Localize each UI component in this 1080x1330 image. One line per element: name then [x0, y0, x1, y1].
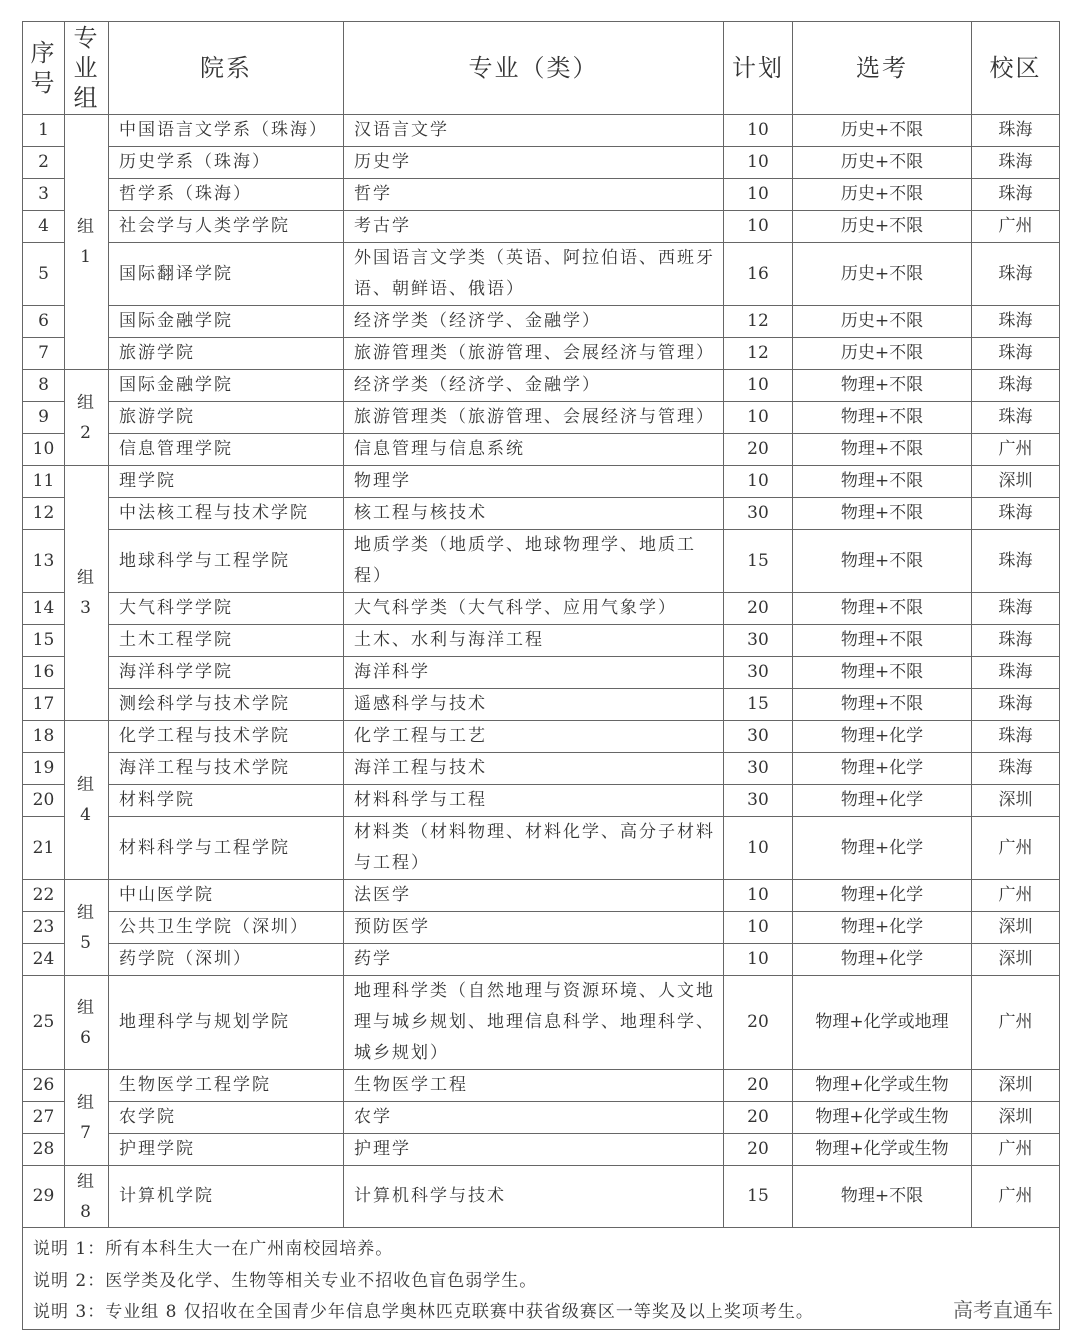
- department-cell: 海洋工程与技术学院: [109, 753, 344, 785]
- campus-cell: 珠海: [972, 147, 1060, 179]
- major-cell: 化学工程与工艺: [344, 721, 724, 753]
- plan-cell: 10: [724, 179, 793, 211]
- admission-plan-table: [22, 21, 1060, 1330]
- major-cell: 地质学类（地质学、地球物理学、地质工程）: [344, 530, 724, 593]
- group-number: 5: [80, 932, 93, 953]
- plan-cell: 16: [724, 243, 793, 306]
- group-number: 3: [80, 598, 93, 618]
- group-number: 4: [80, 805, 93, 825]
- department-cell: 海洋科学学院: [109, 657, 344, 689]
- header-major: 专业（类）: [344, 22, 724, 115]
- major-cell: 农学: [344, 1102, 724, 1134]
- table-row: [23, 306, 1060, 338]
- plan-cell: 10: [724, 370, 793, 402]
- index-cell: 13: [23, 530, 65, 593]
- department-cell: 大气科学学院: [109, 593, 344, 625]
- note-3: 说明 3：专业组 8 仅招收在全国青少年信息学奥林匹克联赛中获省级赛区一等奖及以上奖项考生。: [33, 1302, 814, 1322]
- department-cell: 地理科学与规划学院: [109, 976, 344, 1070]
- index-cell: 20: [23, 785, 65, 817]
- campus-cell: 珠海: [972, 498, 1060, 530]
- group-number: 7: [80, 1122, 93, 1143]
- plan-cell: 30: [724, 625, 793, 657]
- plan-cell: 20: [724, 976, 793, 1070]
- subject-cell: 物理+化学或生物: [793, 1134, 972, 1166]
- table-row: [23, 147, 1060, 179]
- campus-cell: 深圳: [972, 912, 1060, 944]
- campus-cell: 珠海: [972, 753, 1060, 785]
- group-cell: [65, 370, 109, 466]
- index-cell: 28: [23, 1134, 65, 1166]
- subject-cell: 物理+不限: [793, 657, 972, 689]
- index-cell: 16: [23, 657, 65, 689]
- plan-cell: 10: [724, 115, 793, 147]
- campus-cell: 深圳: [972, 785, 1060, 817]
- table-row: [23, 785, 1060, 817]
- table-row: [23, 625, 1060, 657]
- group-cell: [65, 115, 109, 370]
- index-cell: 5: [23, 243, 65, 306]
- table-row: [23, 1166, 1060, 1228]
- index-cell: 18: [23, 721, 65, 753]
- department-cell: 国际金融学院: [109, 370, 344, 402]
- department-cell: 农学院: [109, 1102, 344, 1134]
- department-cell: 药学院（深圳）: [109, 944, 344, 976]
- header-index: 序号: [23, 22, 65, 115]
- index-cell: 15: [23, 625, 65, 657]
- major-cell: 海洋科学: [344, 657, 724, 689]
- index-cell: 2: [23, 147, 65, 179]
- plan-cell: 15: [724, 1166, 793, 1228]
- index-cell: 9: [23, 402, 65, 434]
- subject-cell: 物理+化学或生物: [793, 1102, 972, 1134]
- department-cell: 计算机学院: [109, 1166, 344, 1228]
- subject-cell: 历史+不限: [793, 147, 972, 179]
- plan-cell: 20: [724, 1134, 793, 1166]
- subject-cell: 历史+不限: [793, 211, 972, 243]
- campus-cell: 珠海: [972, 625, 1060, 657]
- major-cell: 护理学: [344, 1134, 724, 1166]
- plan-cell: 20: [724, 434, 793, 466]
- subject-cell: 物理+不限: [793, 1166, 972, 1228]
- group-label: 组: [77, 1171, 96, 1192]
- department-cell: 测绘科学与技术学院: [109, 689, 344, 721]
- plan-cell: 10: [724, 211, 793, 243]
- department-cell: 旅游学院: [109, 402, 344, 434]
- major-cell: 核工程与核技术: [344, 498, 724, 530]
- campus-cell: 珠海: [972, 657, 1060, 689]
- plan-cell: 30: [724, 721, 793, 753]
- index-cell: 4: [23, 211, 65, 243]
- index-cell: 25: [23, 976, 65, 1070]
- group-label: 组: [77, 902, 96, 923]
- plan-cell: 30: [724, 498, 793, 530]
- index-cell: 23: [23, 912, 65, 944]
- department-cell: 信息管理学院: [109, 434, 344, 466]
- subject-cell: 历史+不限: [793, 338, 972, 370]
- campus-cell: 广州: [972, 1166, 1060, 1228]
- plan-cell: 20: [724, 1070, 793, 1102]
- department-cell: 中山医学院: [109, 880, 344, 912]
- table-row: [23, 1070, 1060, 1102]
- major-cell: 物理学: [344, 466, 724, 498]
- department-cell: 护理学院: [109, 1134, 344, 1166]
- plan-cell: 15: [724, 689, 793, 721]
- subject-cell: 物理+不限: [793, 466, 972, 498]
- header-row: [23, 22, 1060, 115]
- campus-cell: 珠海: [972, 179, 1060, 211]
- subject-cell: 物理+不限: [793, 625, 972, 657]
- major-cell: 地理科学类（自然地理与资源环境、人文地理与城乡规划、地理信息科学、地理科学、城乡规划）: [344, 976, 724, 1070]
- table-row: [23, 753, 1060, 785]
- major-cell: 经济学类（经济学、金融学）: [344, 370, 724, 402]
- plan-cell: 10: [724, 912, 793, 944]
- department-cell: 历史学系（珠海）: [109, 147, 344, 179]
- plan-cell: 10: [724, 817, 793, 880]
- campus-cell: 珠海: [972, 338, 1060, 370]
- department-cell: 旅游学院: [109, 338, 344, 370]
- campus-cell: 广州: [972, 880, 1060, 912]
- subject-cell: 物理+化学: [793, 785, 972, 817]
- watermark: 高考直通车: [953, 1298, 1053, 1322]
- major-cell: 药学: [344, 944, 724, 976]
- plan-cell: 15: [724, 530, 793, 593]
- department-cell: 材料科学与工程学院: [109, 817, 344, 880]
- subject-cell: 物理+化学: [793, 912, 972, 944]
- department-cell: 材料学院: [109, 785, 344, 817]
- major-cell: 汉语言文学: [344, 115, 724, 147]
- subject-cell: 物理+不限: [793, 402, 972, 434]
- table-row: [23, 944, 1060, 976]
- campus-cell: 珠海: [972, 402, 1060, 434]
- subject-cell: 历史+不限: [793, 243, 972, 306]
- campus-cell: 广州: [972, 211, 1060, 243]
- major-cell: 材料类（材料物理、材料化学、高分子材料与工程）: [344, 817, 724, 880]
- group-number: 6: [80, 1027, 93, 1048]
- department-cell: 哲学系（珠海）: [109, 179, 344, 211]
- table-row: [23, 466, 1060, 498]
- table-row: [23, 817, 1060, 880]
- group-cell: [65, 721, 109, 880]
- campus-cell: 广州: [972, 817, 1060, 880]
- campus-cell: 珠海: [972, 721, 1060, 753]
- note-2: 说明 2：医学类及化学、生物等相关专业不招收色盲色弱学生。: [33, 1270, 538, 1291]
- campus-cell: 深圳: [972, 944, 1060, 976]
- group-label: 组: [77, 997, 96, 1018]
- major-cell: 预防医学: [344, 912, 724, 944]
- subject-cell: 历史+不限: [793, 179, 972, 211]
- index-cell: 12: [23, 498, 65, 530]
- header-plan: 计划: [724, 22, 793, 115]
- table-row: [23, 593, 1060, 625]
- table-row: [23, 1102, 1060, 1134]
- index-cell: 19: [23, 753, 65, 785]
- group-cell: [65, 976, 109, 1070]
- major-cell: 遥感科学与技术: [344, 689, 724, 721]
- index-cell: 17: [23, 689, 65, 721]
- group-cell: [65, 880, 109, 976]
- subject-cell: 物理+不限: [793, 370, 972, 402]
- campus-cell: 广州: [972, 976, 1060, 1070]
- table-row: [23, 434, 1060, 466]
- campus-cell: 深圳: [972, 1070, 1060, 1102]
- header-group: 专业组: [65, 22, 109, 115]
- group-label: 组: [77, 568, 96, 588]
- index-cell: 27: [23, 1102, 65, 1134]
- header-campus: 校区: [972, 22, 1060, 115]
- group-label: 组: [77, 392, 96, 413]
- plan-cell: 30: [724, 657, 793, 689]
- subject-cell: 物理+化学或生物: [793, 1070, 972, 1102]
- table-row: [23, 912, 1060, 944]
- subject-cell: 物理+不限: [793, 689, 972, 721]
- table-row: [23, 721, 1060, 753]
- group-label: 组: [77, 775, 96, 795]
- major-cell: 哲学: [344, 179, 724, 211]
- major-cell: 法医学: [344, 880, 724, 912]
- plan-cell: 10: [724, 944, 793, 976]
- group-cell: [65, 466, 109, 721]
- index-cell: 26: [23, 1070, 65, 1102]
- table-row: [23, 179, 1060, 211]
- plan-cell: 10: [724, 147, 793, 179]
- table-row: [23, 115, 1060, 147]
- department-cell: 地球科学与工程学院: [109, 530, 344, 593]
- table-row: [23, 976, 1060, 1070]
- campus-cell: 珠海: [972, 243, 1060, 306]
- table-body: [23, 115, 1060, 1228]
- table-row: [23, 689, 1060, 721]
- subject-cell: 物理+不限: [793, 530, 972, 593]
- group-number: 2: [80, 422, 93, 443]
- index-cell: 14: [23, 593, 65, 625]
- plan-cell: 10: [724, 880, 793, 912]
- index-cell: 21: [23, 817, 65, 880]
- major-cell: 旅游管理类（旅游管理、会展经济与管理）: [344, 338, 724, 370]
- plan-cell: 10: [724, 466, 793, 498]
- department-cell: 中法核工程与技术学院: [109, 498, 344, 530]
- table-row: [23, 402, 1060, 434]
- campus-cell: 珠海: [972, 306, 1060, 338]
- major-cell: 海洋工程与技术: [344, 753, 724, 785]
- table-row: [23, 1134, 1060, 1166]
- subject-cell: 历史+不限: [793, 115, 972, 147]
- index-cell: 7: [23, 338, 65, 370]
- table-row: [23, 530, 1060, 593]
- group-cell: [65, 1070, 109, 1166]
- subject-cell: 物理+不限: [793, 434, 972, 466]
- index-cell: 22: [23, 880, 65, 912]
- group-number: 1: [80, 247, 93, 267]
- table-row: [23, 211, 1060, 243]
- subject-cell: 历史+不限: [793, 306, 972, 338]
- major-cell: 历史学: [344, 147, 724, 179]
- major-cell: 土木、水利与海洋工程: [344, 625, 724, 657]
- department-cell: 国际翻译学院: [109, 243, 344, 306]
- table-row: [23, 370, 1060, 402]
- index-cell: 10: [23, 434, 65, 466]
- department-cell: 国际金融学院: [109, 306, 344, 338]
- department-cell: 化学工程与技术学院: [109, 721, 344, 753]
- major-cell: 旅游管理类（旅游管理、会展经济与管理）: [344, 402, 724, 434]
- campus-cell: 珠海: [972, 593, 1060, 625]
- major-cell: 生物医学工程: [344, 1070, 724, 1102]
- campus-cell: 深圳: [972, 466, 1060, 498]
- major-cell: 材料科学与工程: [344, 785, 724, 817]
- table-row: [23, 498, 1060, 530]
- major-cell: 外国语言文学类（英语、阿拉伯语、西班牙语、朝鲜语、俄语）: [344, 243, 724, 306]
- index-cell: 29: [23, 1166, 65, 1228]
- subject-cell: 物理+化学: [793, 817, 972, 880]
- department-cell: 公共卫生学院（深圳）: [109, 912, 344, 944]
- department-cell: 土木工程学院: [109, 625, 344, 657]
- major-cell: 信息管理与信息系统: [344, 434, 724, 466]
- index-cell: 11: [23, 466, 65, 498]
- campus-cell: 珠海: [972, 530, 1060, 593]
- notes-cell: [23, 1228, 1060, 1330]
- plan-cell: 30: [724, 753, 793, 785]
- plan-cell: 20: [724, 1102, 793, 1134]
- plan-cell: 20: [724, 593, 793, 625]
- major-cell: 大气科学类（大气科学、应用气象学）: [344, 593, 724, 625]
- department-cell: 社会学与人类学学院: [109, 211, 344, 243]
- department-cell: 理学院: [109, 466, 344, 498]
- index-cell: 24: [23, 944, 65, 976]
- note-1: 说明 1：所有本科生大一在广州南校园培养。: [33, 1239, 394, 1259]
- campus-cell: 深圳: [972, 1102, 1060, 1134]
- table-row: [23, 243, 1060, 306]
- subject-cell: 物理+化学: [793, 944, 972, 976]
- major-cell: 考古学: [344, 211, 724, 243]
- plan-cell: 30: [724, 785, 793, 817]
- subject-cell: 物理+化学: [793, 721, 972, 753]
- campus-cell: 珠海: [972, 115, 1060, 147]
- subject-cell: 物理+不限: [793, 593, 972, 625]
- header-department: 院系: [109, 22, 344, 115]
- table-row: [23, 880, 1060, 912]
- department-cell: 中国语言文学系（珠海）: [109, 115, 344, 147]
- group-label: 组: [77, 1092, 96, 1113]
- subject-cell: 物理+化学: [793, 753, 972, 785]
- plan-cell: 10: [724, 402, 793, 434]
- group-cell: [65, 1166, 109, 1228]
- group-label: 组: [77, 217, 96, 237]
- table-row: [23, 338, 1060, 370]
- department-cell: 生物医学工程学院: [109, 1070, 344, 1102]
- subject-cell: 物理+化学或地理: [793, 976, 972, 1070]
- campus-cell: 广州: [972, 1134, 1060, 1166]
- campus-cell: 珠海: [972, 370, 1060, 402]
- header-subject: 选考: [793, 22, 972, 115]
- plan-cell: 12: [724, 338, 793, 370]
- campus-cell: 珠海: [972, 689, 1060, 721]
- subject-cell: 物理+不限: [793, 498, 972, 530]
- plan-cell: 12: [724, 306, 793, 338]
- index-cell: 1: [23, 115, 65, 147]
- campus-cell: 广州: [972, 434, 1060, 466]
- group-number: 8: [80, 1201, 93, 1222]
- index-cell: 6: [23, 306, 65, 338]
- major-cell: 计算机科学与技术: [344, 1166, 724, 1228]
- notes-row: [23, 1228, 1060, 1330]
- table-row: [23, 657, 1060, 689]
- major-cell: 经济学类（经济学、金融学）: [344, 306, 724, 338]
- subject-cell: 物理+化学: [793, 880, 972, 912]
- index-cell: 3: [23, 179, 65, 211]
- index-cell: 8: [23, 370, 65, 402]
